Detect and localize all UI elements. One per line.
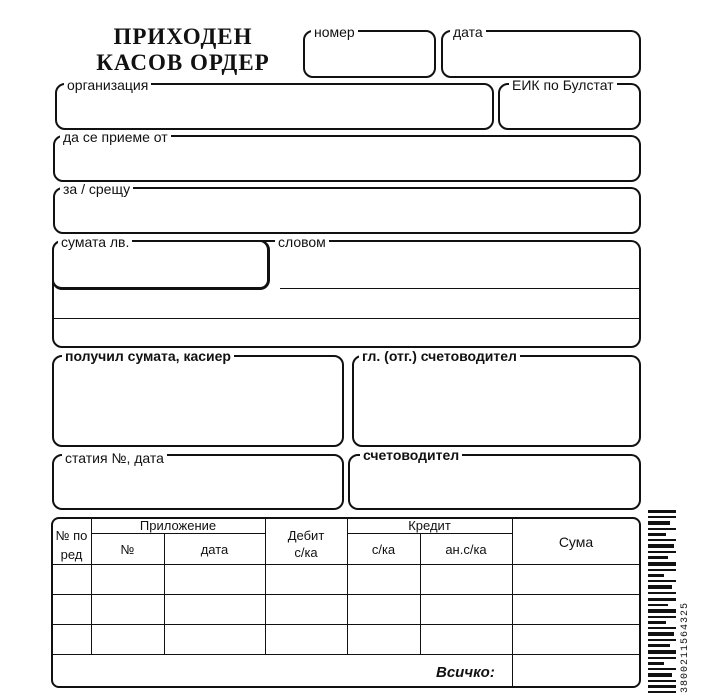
- article-label: статия №, дата: [62, 451, 167, 466]
- table-subheader-divider-attachment: [91, 533, 265, 534]
- col-no-line1: № по: [55, 528, 88, 543]
- col-no-line2: ред: [60, 547, 83, 562]
- sum-header: Сума: [558, 534, 594, 550]
- barcode-digits: 3800211564325: [680, 601, 691, 693]
- debit-line2: с/ка: [294, 545, 318, 560]
- chief-accountant-field[interactable]: [352, 355, 641, 447]
- barcode-image: [648, 510, 678, 695]
- in-words-field[interactable]: [280, 255, 638, 285]
- against-label: за / срещу: [60, 182, 133, 197]
- cashier-field[interactable]: [52, 355, 344, 447]
- attachment-no-header: №: [120, 542, 135, 557]
- cashier-label: получил сумата, касиер: [62, 349, 234, 364]
- credit-analytic-header: ан.с/ка: [445, 542, 487, 557]
- form-title-line1: ПРИХОДЕН: [113, 24, 253, 49]
- table-subheader-divider-credit: [347, 533, 512, 534]
- table-row[interactable]: [52, 595, 640, 624]
- eik-label: ЕИК по Булстат: [509, 78, 617, 93]
- form-title: [58, 24, 308, 76]
- table-row[interactable]: [52, 565, 640, 594]
- accountant-label: счетоводител: [360, 448, 462, 463]
- received-from-label: да се приеме от: [60, 130, 171, 145]
- credit-group-header: Кредит: [408, 518, 451, 533]
- total-sum-field[interactable]: [513, 655, 639, 686]
- amount-row-divider-1: [53, 318, 640, 319]
- table-row[interactable]: [52, 625, 640, 654]
- date-label: дата: [450, 25, 486, 40]
- col-no-header: [52, 528, 91, 562]
- against-field[interactable]: [53, 187, 641, 234]
- organization-label: организация: [64, 78, 151, 93]
- amount-label: сумата лв.: [58, 235, 132, 250]
- debit-line1: Дебит: [287, 528, 325, 543]
- debit-header: [265, 528, 347, 560]
- in-words-label: словом: [275, 235, 329, 250]
- chief-accountant-label: гл. (отг.) счетоводител: [359, 349, 520, 364]
- credit-account-header: с/ка: [371, 542, 396, 557]
- number-label: номер: [311, 25, 358, 40]
- words-underline: [280, 288, 640, 289]
- form-title-line2: КАСОВ ОРДЕР: [96, 50, 270, 75]
- attachment-group-header: Приложение: [139, 518, 217, 533]
- total-label: Всичко:: [436, 664, 495, 681]
- attachment-date-header: дата: [200, 542, 229, 557]
